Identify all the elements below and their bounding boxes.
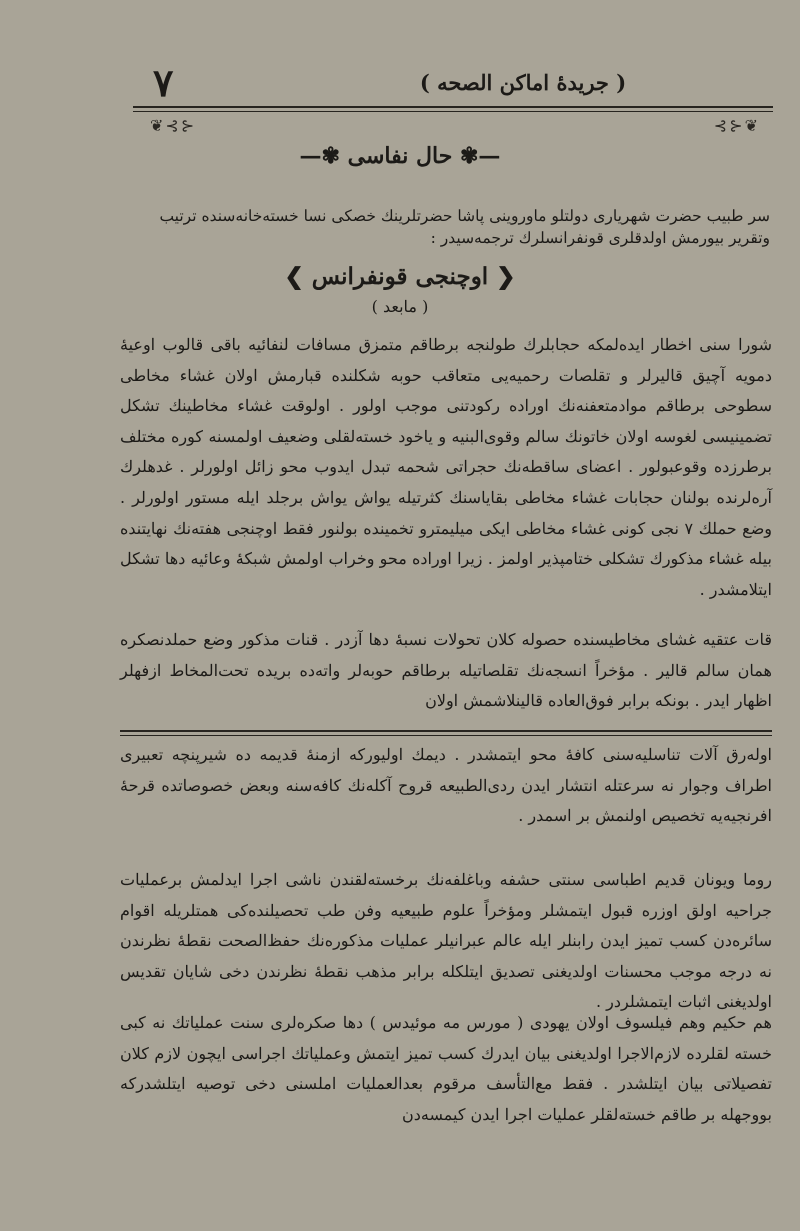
left-ornament-icon: ❦⊰⊱ xyxy=(150,115,197,135)
header-ornament xyxy=(0,112,800,138)
subtitle xyxy=(0,263,800,290)
section-divider-thin xyxy=(120,735,772,736)
section-title xyxy=(0,143,800,169)
intro-paragraph: سر طبیب حضرت شهریاری دولتلو ماوروینی پاشا حضرتلرینك خصکی نسا خسته‌خانه‌سنده ترتیب وتقریر بیورمش اولدقلری قونفرانسلرك ترجمه‌سیدر : xyxy=(159,207,770,247)
title-flourish-left-icon: —✾ xyxy=(460,143,501,169)
paragraph-text: روما ویونان قدیم اطباسی سنتی حشفه وباغلفه‌نك برخسته‌لقندن ناشی اجرا ایدلمش برعملیات جراحیه اولق اوزره قبول ایتمشلر ومؤخراً علوم طبیعیه وفن طب تحصیلنده‌کی همتلریله اقوام سائره‌دن کسب تمیز ایدن رابنلر ایله عالم عبرانیلر عملیات مذکوره‌نك حفظ‌الصحت نقطهٔ نظرندن نه درجه موجب محسنات اولدیغنی تصدیق ایتلکله برابر مذهب نقطهٔ نظرندن دخی شایان تقدیس اولدیغنی اثبات ایتمشلردر . xyxy=(120,870,772,1012)
body-paragraph-2 xyxy=(120,625,772,717)
body-paragraph-5 xyxy=(120,1008,772,1130)
bracket-left-icon: ❮ xyxy=(496,263,516,290)
paragraph-text: هم حکیم وهم فیلسوف اولان یهودی ( مورس مه موئیدس ) دها صکره‌لری سنت عملیاتك نه کبی خسته لقلرده لازم‌الاجرا اولدیغنی بیان ایدرك کسب تمیز ایتمش وعملیاتك اجراسی ایچون لازم کلان تفصیلاتی بیان ایتلشدر . فقط مع‌التأسف مرقوم بعدالعملیات املسنی دخی توصیه ایتلشدرکه بووجهله بر طاقم خسته‌لقلر عملیات اجرا ایدن کیمسه‌دن xyxy=(120,1013,772,1124)
paragraph-text: اوله‌رق آلات تناسلیه‌سنی کافهٔ محو ایتمشدر . دیمك اولیورکه ازمنهٔ قدیمه ده شیرپنچه تعبیری اطراف وجوار نه سرعتله انتشار ایدن ردی‌الطبیعه قروح آکله‌نك کافه‌سنه وبعض خصوصاتده قرحهٔ افرنجیه‌یه تخصیص اولنمش بر اسمدر . xyxy=(120,745,772,826)
body-paragraph-1 xyxy=(120,330,772,605)
subtitle-text: اوچنجی قونفرانس xyxy=(311,263,489,290)
section-divider-thick xyxy=(120,730,772,732)
paragraph-text: شورا سنی اخطار ایده‌لمکه حجابلرك طولنجه برطاقم متمزق مسافات لنفائیه باقی قالوب اوعیهٔ دمویه آچیق قالیرلر و تقلصات رحمیه‌یی متعاقب حوبه شکلنده قبارمش اولان غشاء مخاطی سطوحی برطاقم موادمتعفنه‌نك اوراده رکودتنی موجب اولور . اولوقت غشاء مخاطینك تشکل تضمینیسی لغوسه اولان خاتونك سالم وقوی‌البنیه و یاخود خسته‌لقلی وضعیف اولمسنه کوره مختلف برطرزده وقوعبولور . اعضای ساقطه‌نك حجراتی شحمه تبدل ایدوب محو زائل اولورلر . غدهلرك آره‌لرنده بولنان حجابات غشاء مخاطی بقایاسنك کثرتیله یواش یواش برجلد ایله مستور اولورلر . وضع حملك ٧ نجی کونی غشاء مخاطی ایکی میلیمترو تخمینده بولنور فقط اوچنجی هفته‌نك نهایتنده بیله غشاء مذکورك تشکلی ختامپذیر اولمز . زیرا اوراده محو وخراب اولمش شبکهٔ وعائیه دها تشکل ایتلامشدر . xyxy=(120,335,773,599)
bracket-right-icon: ❯ xyxy=(284,263,304,290)
body-paragraph-3 xyxy=(120,740,772,832)
continued-label: ( مابعد ) xyxy=(371,297,429,316)
section-title-text: حال نفاسی xyxy=(347,143,453,169)
body-paragraph-4 xyxy=(120,865,772,1018)
title-flourish-right-icon: ✾— xyxy=(299,143,340,169)
journal-title: ( جریدهٔ اماکن الصحه ) xyxy=(419,70,627,95)
page-number: ٧ xyxy=(153,60,174,105)
paragraph-text: قات عتقیه غشای مخاطیسنده حصوله کلان تحولات نسبهٔ دها آزدر . قنات مذکور وضع حملدنصکره همان سالم قالیر . مؤخراً انسجه‌نك تقلصاتیله برطاقم حوبه‌لر واته‌ده بریده تحت‌المخاط ازفهلر اظهار ایدر . بونکه برابر فوق‌العاده قالینلاشمش اولان xyxy=(120,630,772,711)
page-header xyxy=(133,62,773,106)
header-rule-thick xyxy=(133,106,773,108)
right-ornament-icon: ⊰⊱❦ xyxy=(713,115,760,135)
